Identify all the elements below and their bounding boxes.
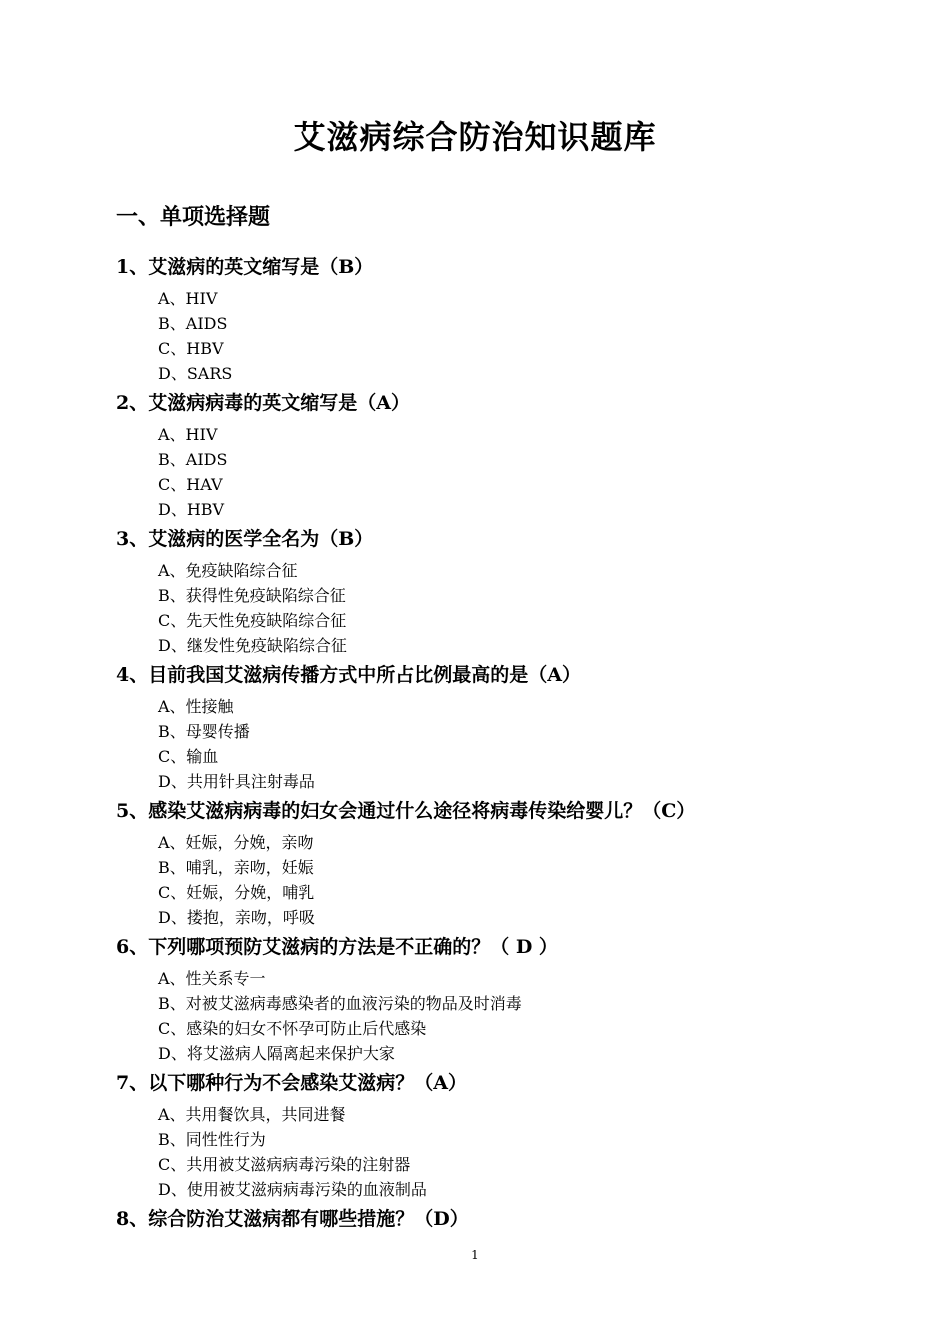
answer-option: C、先天性免疫缺陷综合征 — [158, 611, 347, 630]
question-item — [0, 386, 950, 522]
answer-option: B、哺乳，亲吻，妊娠 — [158, 858, 314, 877]
answer-option: A、性接触 — [158, 697, 234, 716]
answer-option: B、AIDS — [158, 450, 228, 469]
question-text: 6、下列哪项预防艾滋病的方法是不正确的？（ D ） — [116, 936, 558, 958]
question-text: 8、综合防治艾滋病都有哪些措施？（D） — [116, 1208, 469, 1230]
question-text: 2、艾滋病病毒的英文缩写是（A） — [116, 392, 410, 414]
question-item — [0, 522, 950, 658]
answer-option: A、妊娠，分娩，亲吻 — [158, 833, 314, 852]
question-item — [0, 250, 950, 386]
option-list — [0, 420, 950, 522]
answer-option: D、将艾滋病人隔离起来保护大家 — [158, 1044, 395, 1063]
answer-option: C、HBV — [158, 339, 224, 358]
option-list — [0, 556, 950, 658]
option-list — [0, 284, 950, 386]
question-text: 5、感染艾滋病病毒的妇女会通过什么途径将病毒传染给婴儿？（C） — [116, 800, 696, 822]
option-list — [0, 1100, 950, 1202]
question-item — [0, 794, 950, 930]
answer-option: B、对被艾滋病毒感染者的血液污染的物品及时消毒 — [158, 994, 522, 1013]
answer-option: D、HBV — [158, 500, 225, 519]
question-text: 1、艾滋病的英文缩写是（B） — [116, 256, 374, 278]
page-number: 1 — [471, 1248, 479, 1262]
answer-option: D、使用被艾滋病病毒污染的血液制品 — [158, 1180, 427, 1199]
option-list — [0, 692, 950, 794]
answer-option: C、共用被艾滋病病毒污染的注射器 — [158, 1155, 411, 1174]
question-text: 7、以下哪种行为不会感染艾滋病？（A） — [116, 1072, 467, 1094]
answer-option: C、HAV — [158, 475, 223, 494]
question-text: 4、目前我国艾滋病传播方式中所占比例最高的是（A） — [116, 664, 581, 686]
answer-option: A、HIV — [158, 289, 218, 308]
question-item — [0, 1202, 950, 1236]
answer-option: A、HIV — [158, 425, 218, 444]
answer-option: A、性关系专一 — [158, 969, 266, 988]
option-list — [0, 828, 950, 930]
answer-option: D、SARS — [158, 364, 233, 383]
answer-option: B、AIDS — [158, 314, 228, 333]
option-list — [0, 964, 950, 1066]
question-list — [0, 250, 950, 1236]
question-item — [0, 1066, 950, 1202]
answer-option: C、输血 — [158, 747, 219, 766]
question-item — [0, 658, 950, 794]
answer-option: C、感染的妇女不怀孕可防止后代感染 — [158, 1019, 427, 1038]
answer-option: B、获得性免疫缺陷综合征 — [158, 586, 346, 605]
answer-option: A、共用餐饮具，共同进餐 — [158, 1105, 346, 1124]
answer-option: C、妊娠，分娩，哺乳 — [158, 883, 315, 902]
answer-option: D、继发性免疫缺陷综合征 — [158, 636, 347, 655]
question-item — [0, 930, 950, 1066]
question-text: 3、艾滋病的医学全名为（B） — [116, 528, 374, 550]
answer-option: B、同性性行为 — [158, 1130, 266, 1149]
document-title: 艾滋病综合防治知识题库 — [293, 118, 657, 156]
answer-option: B、母婴传播 — [158, 722, 250, 741]
answer-option: A、免疫缺陷综合征 — [158, 561, 298, 580]
section-heading: 一、单项选择题 — [116, 205, 271, 230]
answer-option: D、共用针具注射毒品 — [158, 772, 315, 791]
answer-option: D、搂抱，亲吻，呼吸 — [158, 908, 315, 927]
